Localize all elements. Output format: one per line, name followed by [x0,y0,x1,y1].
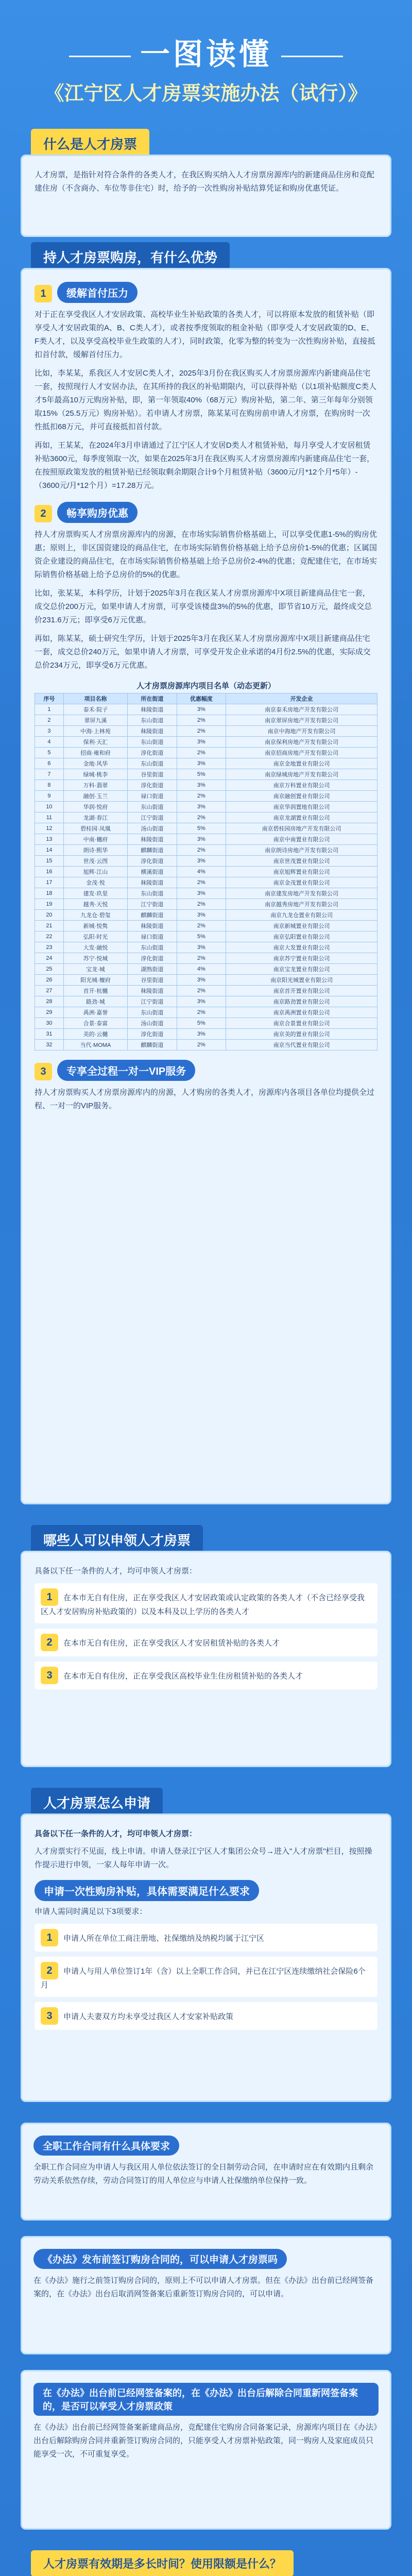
table-row [35,780,377,791]
table-cell: 南京金地置业有限公司 [226,758,377,769]
table-cell: 南京首开置业有限公司 [226,986,377,996]
number-icon: 2 [41,1962,58,1979]
table-cell: 19 [35,899,64,910]
number-icon: 1 [41,1588,58,1606]
table-cell: 麒麟街道 [128,845,177,856]
how-sub-intro: 申请人需同时满足以下3项要求： [35,1907,147,1916]
table-cell: 4 [35,737,64,748]
table-row [35,1007,377,1018]
table-cell: 东山街道 [128,737,177,748]
table-cell: 23 [35,942,64,953]
table-cell: 南京合景置业有限公司 [226,1018,377,1029]
table-cell: 万科·翡翠 [63,780,127,791]
table-cell: 2% [177,748,226,758]
table-row [35,975,377,986]
before-contract-body: 在《办法》施行之前签订购房合同的，原则上不可以申请人才房票。但在《办法》出台前已经网签备案的，在《办法》出台后取消网签备案后重新签订购房合同的，可以申请。 [33,2276,374,2298]
table-cell: 南京建发房地产开发有限公司 [226,888,377,899]
table-row [35,704,377,715]
table-cell: 秣陵街道 [128,834,177,845]
table-row [35,748,377,758]
table-cell: 南京美的置业有限公司 [226,1029,377,1040]
table-cell: 31 [35,1029,64,1040]
table-cell: 东山街道 [128,942,177,953]
table-cell: 东山街道 [128,888,177,899]
table-cell: 3% [177,1029,226,1040]
before-contract-title: 《办法》发布前签订购房合同的，可以申请人才房票吗 [33,2249,287,2269]
how-intro: 具备以下任一条件的人才，均可申领人才房票： [35,1829,197,1838]
number-icon: 1 [41,1929,58,1946]
table-cell: 中海·上林苑 [63,726,127,737]
card-how [21,1814,391,2102]
adv-2-heading: 2 畅享购房优惠 [35,502,377,523]
table-row [35,1029,377,1040]
table-cell: 2 [35,715,64,726]
project-table [35,693,377,1050]
table-cell: 7 [35,769,64,780]
table-cell: 翠屏九溪 [63,715,127,726]
card-advantages [21,268,391,1504]
table-cell: 禄口街道 [128,931,177,942]
adv-3-body: 持人才房票购买人才房票房源库内的房源，人才购房的各类人才，房源库内各项目各单位均提供全过程、一对一的VIP服务。 [35,1088,375,1110]
table-cell: 2% [177,726,226,737]
table-cell: 融创·玉兰 [63,791,127,802]
adv-1-example-2: 再如，王某某，在2024年3月申请通过了江宁区人才安居D类人才租赁补贴，每月享受人才安居租赁补贴3600元，每季度领取一次，如果在2025年3月在我区购买人才房票房源库内新建商品住宅一套，在按照原政策发放的租赁补贴已经领取剩余期限合计9个月租赁补贴（3600元/月*12个月*5年）-（3600元/月*12个月）=17.28万元。 [35,441,375,490]
table-row [35,769,377,780]
table-row [35,715,377,726]
number-icon: 3 [41,1667,58,1684]
table-cell: 2% [177,1007,226,1018]
table-cell: 东山街道 [128,758,177,769]
table-header-cell: 开发企业 [226,693,377,704]
table-cell: 南京泰禾房地产开发有限公司 [226,704,377,715]
adv-1-body: 对于正在享受我区人才安居政策、高校毕业生补贴政策的各类人才，可以将原本发放的租赁补贴（即享受人才安居政策的A、B、C类人才），或者按季度领取的租金补贴（即享受人才安居政策的D、E、F类人才，以及享受高校毕业生政策的人才），同时政策，化零为整的转变为一次性购房补贴，直接抵扣首付款，缓解首付压力。 [35,310,375,359]
table-cell: 江宁街道 [128,812,177,823]
table-cell: 秣陵街道 [128,877,177,888]
table-cell: 南京招商房地产开发有限公司 [226,748,377,758]
table-cell: 3% [177,910,226,921]
table-header-row [35,693,377,704]
table-row [35,942,377,953]
table-cell: 麒麟街道 [128,910,177,921]
table-cell: 朗诗·熙华 [63,845,127,856]
table-cell: 8 [35,780,64,791]
table-cell: 苏宁·悦城 [63,953,127,964]
table-cell: 湖熟街道 [128,964,177,975]
table-cell: 南京苏宁置业有限公司 [226,953,377,964]
req-item-3: 3 申请人夫妻双方均未享受过我区人才安家补贴政策 [35,2002,377,2030]
table-cell: 2% [177,715,226,726]
table-cell: 江宁街道 [128,996,177,1007]
table-row [35,812,377,823]
adv-2-body: 持人才房票购买人才房票房源库内的房源，在市场实际销售价格基础上，可以享受优惠1-5%的购房优惠；原则上，非区国资建设的商品住宅，在市场实际销售价格基础上给予总房价1-5%的优惠；区属国资企业建设的商品住宅，在市场实际销售价格基础上给予总房价2-4%的优惠；竞配建住宅，在市场实际销售价格基础上给予总房价的5%的优惠。 [35,530,377,579]
table-header-cell: 项目名称 [63,693,127,704]
table-cell: 汤山街道 [128,1018,177,1029]
section-title-who: 哪些人可以申领人才房票 [31,1525,203,1554]
table-cell: 九龙仓·碧玺 [63,910,127,921]
table-cell: 江宁街道 [128,899,177,910]
table-cell: 保利·天汇 [63,737,127,748]
project-table-title: 人才房票房源库内项目名单（动态更新） [136,682,276,690]
table-cell: 南京绿城房地产开发有限公司 [226,769,377,780]
table-cell: 新城·悦隽 [63,921,127,931]
table-cell: 汤山街道 [128,823,177,834]
card-what-is [21,155,391,237]
contract-title: 全职工作合同有什么具体要求 [33,2136,179,2156]
table-cell: 横溪街道 [128,867,177,877]
adv-1-heading: 1 缓解首付压力 [35,282,377,303]
number-icon: 2 [35,505,52,522]
table-cell: 淳化街道 [128,856,177,867]
who-item-3: 3 在本市无自有住房，正在享受我区高校毕业生住房租赁补贴的各类人才 [35,1662,377,1689]
table-cell: 2% [177,812,226,823]
who-item-1: 1 在本市无自有住房，正在享受我区人才安居政策或认定政策的各类人才（不含已经享受我区人才安居购房补贴政策的）以及本科及以上学历的各类人才 [35,1583,377,1623]
table-cell: 南京当代置业有限公司 [226,1040,377,1050]
table-cell: 首开·杭樾 [63,986,127,996]
table-cell: 建发·玖里 [63,888,127,899]
adv-2-example-1: 比如，张某某，本科学历，计划于2025年3月在我区某人才房票房源库中X项目新建商品住宅一套，成交总价200万元，如果申请人才房票，可享受该楼盘3%的5%的优惠，即节省10万元，最终成交总价231.6万元；即享受6万元优惠。 [35,589,372,624]
table-cell: 淳化街道 [128,1029,177,1040]
table-cell: 5 [35,748,64,758]
table-cell: 11 [35,812,64,823]
table-cell: 30 [35,1018,64,1029]
table-cell: 南京大发置业有限公司 [226,942,377,953]
table-cell: 东山街道 [128,802,177,812]
table-row [35,996,377,1007]
table-cell: 中南·樾府 [63,834,127,845]
table-row [35,877,377,888]
table-row [35,737,377,748]
table-cell: 2% [177,899,226,910]
table-cell: 泰禾·院子 [63,704,127,715]
table-row [35,791,377,802]
table-header-cell: 序号 [35,693,64,704]
table-cell: 3% [177,942,226,953]
table-cell: 南京弘阳置业有限公司 [226,931,377,942]
table-cell: 龙湖·春江 [63,812,127,823]
table-cell: 南京碧桂园房地产开发有限公司 [226,823,377,834]
table-cell: 3% [177,856,226,867]
table-cell: 1 [35,704,64,715]
table-cell: 26 [35,975,64,986]
table-cell: 东山街道 [128,1007,177,1018]
table-cell: 20 [35,910,64,921]
how-body: 人才房票实行不见面，线上申请。申请人登录江宁区人才集团公众号→进入"人才房票"栏目，按照操作提示进行申领，一家人每年申请一次。 [35,1847,372,1869]
table-cell: 旭辉·江山 [63,867,127,877]
table-row [35,1018,377,1029]
req-item-2: 2 申请人与用人单位签订1年（含）以上全职工作合同，并已在江宁区连续缴纳社会保险6个月 [35,1957,377,1997]
table-cell: 南京阳光城置业有限公司 [226,975,377,986]
table-cell: 当代·MOMA [63,1040,127,1050]
table-cell: 禹洲·嘉誉 [63,1007,127,1018]
table-cell: 南京融创置业有限公司 [226,791,377,802]
table-cell: 碧桂园·凤凰 [63,823,127,834]
table-cell: 南京翠屏房地产开发有限公司 [226,715,377,726]
table-row [35,899,377,910]
table-cell: 弘阳·时光 [63,931,127,942]
hero-subtitle: 《江宁区人才房票实施办法（试行）》 [44,83,368,105]
table-cell: 华润·悦府 [63,802,127,812]
number-icon: 3 [41,2007,58,2025]
who-intro: 具备以下任一条件的人才，均可申领人才房票： [35,1567,197,1575]
table-cell: 3% [177,834,226,845]
adv-1-example-1: 比如，李某某，系我区人才安居C类人才，2025年3月份在我区购买人才房票房源库内新建商品住宅一套，按照现行人才安居办法，在其所持的我区的补贴期限内，可以获得补贴（以1项补贴额度C类人才5年最高10万元购房补贴，即，第一年领取40%（68万元）购房补贴，第二年、第三年每年分别领取15%（25.5万元）购房补贴）。若申请人才房票，陈某某可在购房前申请人才房票，在购房时一次性抵扣68万元，并可直接抵扣首付款。 [35,369,377,431]
table-cell: 32 [35,1040,64,1050]
table-cell: 南京旭辉置业有限公司 [226,867,377,877]
table-row [35,726,377,737]
table-row [35,921,377,931]
rescind-body: 在《办法》出台前已经网签备案新建商品房，竞配建住宅购房合同备案记录，房源库内项目在《办法》出台后解除购房合同并重新签订购房合同的，只能享受人才房票补贴政策，同一购房人及家庭成员只能享受一次，不可重复享受。 [33,2423,377,2459]
section-title-how: 人才房票怎么申请 [31,1788,163,1817]
table-cell: 秣陵街道 [128,704,177,715]
table-cell: 谷里街道 [128,769,177,780]
card-contract [21,2123,391,2221]
table-row [35,758,377,769]
table-cell: 6 [35,758,64,769]
table-cell: 南京中南置业有限公司 [226,834,377,845]
table-cell: 秣陵街道 [128,921,177,931]
table-cell: 14 [35,845,64,856]
table-cell: 2% [177,953,226,964]
table-cell: 路劲·城 [63,996,127,1007]
table-cell: 2% [177,986,226,996]
table-row [35,953,377,964]
table-cell: 南京世茂置业有限公司 [226,856,377,867]
table-cell: 大发·融悦 [63,942,127,953]
table-row [35,845,377,856]
adv-3-heading: 3 专享全过程一对一VIP服务 [35,1060,377,1081]
table-cell: 10 [35,802,64,812]
table-cell: 3% [177,888,226,899]
table-cell: 南京朗诗房地产开发有限公司 [226,845,377,856]
rescind-title: 在《办法》出台前已经网签备案的，在《办法》出台后解除合同重新网签备案的，是否可以享受人才房票政策 [33,2383,379,2416]
table-cell: 3% [177,737,226,748]
number-icon: 1 [35,285,52,302]
section-title-what-is: 什么是人才房票 [31,129,149,158]
table-cell: 南京路劲置业有限公司 [226,996,377,1007]
table-cell: 南京越秀房地产开发有限公司 [226,899,377,910]
table-cell: 2% [177,877,226,888]
adv-2-example-2: 再如，陈某某，硕士研究生学历，计划于2025年3月在我区某人才房票房源库中X项目新建商品住宅一套，成交总价240万元，如果申请人才房票，可享受开发企业承诺的4月份2.5%的优惠，实际成交总价234万元，即享受6万元优惠。 [35,634,371,670]
table-cell: 2% [177,845,226,856]
card-before-contract [21,2236,391,2354]
table-row [35,1040,377,1050]
table-cell: 9 [35,791,64,802]
table-cell: 南京龙湖置业有限公司 [226,812,377,823]
hero-title: 一图读懂 [0,30,412,73]
table-cell: 15 [35,856,64,867]
table-cell: 4% [177,867,226,877]
table-row [35,931,377,942]
table-row [35,834,377,845]
table-row [35,910,377,921]
table-header-cell: 优惠幅度 [177,693,226,704]
table-cell: 麒麟街道 [128,1040,177,1050]
table-row [35,986,377,996]
table-cell: 16 [35,867,64,877]
section-title-validity: 人才房票有效期是多长时间？使用限额是什么？ [31,2550,294,2576]
table-cell: 3% [177,780,226,791]
table-cell: 南京金茂置业有限公司 [226,877,377,888]
table-cell: 南京宝龙置业有限公司 [226,964,377,975]
table-cell: 禄口街道 [128,791,177,802]
table-cell: 3% [177,758,226,769]
table-cell: 南京华润置地有限公司 [226,802,377,812]
table-cell: 5% [177,931,226,942]
table-cell: 绿城·桃李 [63,769,127,780]
table-row [35,823,377,834]
table-cell: 阳光城·檀府 [63,975,127,986]
table-row [35,964,377,975]
table-cell: 3% [177,802,226,812]
table-cell: 招商·雍和府 [63,748,127,758]
table-cell: 秣陵街道 [128,986,177,996]
table-cell: 29 [35,1007,64,1018]
number-icon: 2 [41,1634,58,1651]
card-rescind [21,2370,391,2530]
table-cell: 合景·泰富 [63,1018,127,1029]
table-cell: 秣陵街道 [128,726,177,737]
table-cell: 南京保利房地产开发有限公司 [226,737,377,748]
table-cell: 5% [177,823,226,834]
table-row [35,802,377,812]
table-cell: 21 [35,921,64,931]
table-cell: 25 [35,964,64,975]
table-cell: 27 [35,986,64,996]
table-cell: 4% [177,964,226,975]
table-cell: 3% [177,996,226,1007]
contract-body: 全职工作合同应为申请人与我区用人单位依法签订的全日制劳动合同，在申请时应在有效期内且剩余劳动关系依然存续，劳动合同签订的用人单位应与申请人社保缴纳单位保持一致。 [33,2163,374,2185]
table-header-cell: 所在街道 [128,693,177,704]
what-is-body: 人才房票，是指针对符合条件的各类人才，在我区购买纳入人才房票房源库内的新建商品住房和竞配建住房（不含商办、车位等非住宅）时，给予的一次性购房补贴结算凭证和购房优惠凭证。 [35,171,375,193]
table-cell: 南京禹洲置业有限公司 [226,1007,377,1018]
table-cell: 南京新城置业有限公司 [226,921,377,931]
table-cell: 2% [177,791,226,802]
table-cell: 金茂·悦 [63,877,127,888]
table-cell: 南京万科置业有限公司 [226,780,377,791]
table-cell: 12 [35,823,64,834]
who-item-2: 2 在本市无自有住房，正在享受我区人才安居租赁补贴的各类人才 [35,1629,377,1656]
table-cell: 3% [177,704,226,715]
table-cell: 南京九龙仓置业有限公司 [226,910,377,921]
table-row [35,867,377,877]
table-cell: 2% [177,1040,226,1050]
table-body [35,704,377,1050]
table-cell: 5% [177,1018,226,1029]
table-cell: 宝龙·城 [63,964,127,975]
table-cell: 南京中海地产开发有限公司 [226,726,377,737]
table-cell: 金地·风华 [63,758,127,769]
table-cell: 2% [177,921,226,931]
table-cell: 淳化街道 [128,780,177,791]
req-item-1: 1 申请人所在单位工商注册地、社保缴纳及纳税均属于江宁区 [35,1924,377,1952]
table-cell: 越秀·天悦 [63,899,127,910]
how-subheading: 申请一次性购房补贴，具体需要满足什么要求 [35,1880,377,1901]
table-row [35,856,377,867]
table-cell: 淳化街道 [128,748,177,758]
table-cell: 世茂·云图 [63,856,127,867]
number-icon: 3 [35,1063,52,1080]
table-cell: 28 [35,996,64,1007]
table-cell: 22 [35,931,64,942]
table-cell: 3 [35,726,64,737]
table-cell: 美的·云樾 [63,1029,127,1040]
table-cell: 24 [35,953,64,964]
table-cell: 淳化街道 [128,953,177,964]
table-cell: 谷里街道 [128,975,177,986]
table-cell: 3% [177,975,226,986]
table-row [35,888,377,899]
table-cell: 13 [35,834,64,845]
table-cell: 17 [35,877,64,888]
card-who [21,1551,391,1767]
section-title-advantages: 持人才房票购房，有什么优势 [31,242,230,272]
table-cell: 18 [35,888,64,899]
table-cell: 5% [177,769,226,780]
table-cell: 东山街道 [128,715,177,726]
